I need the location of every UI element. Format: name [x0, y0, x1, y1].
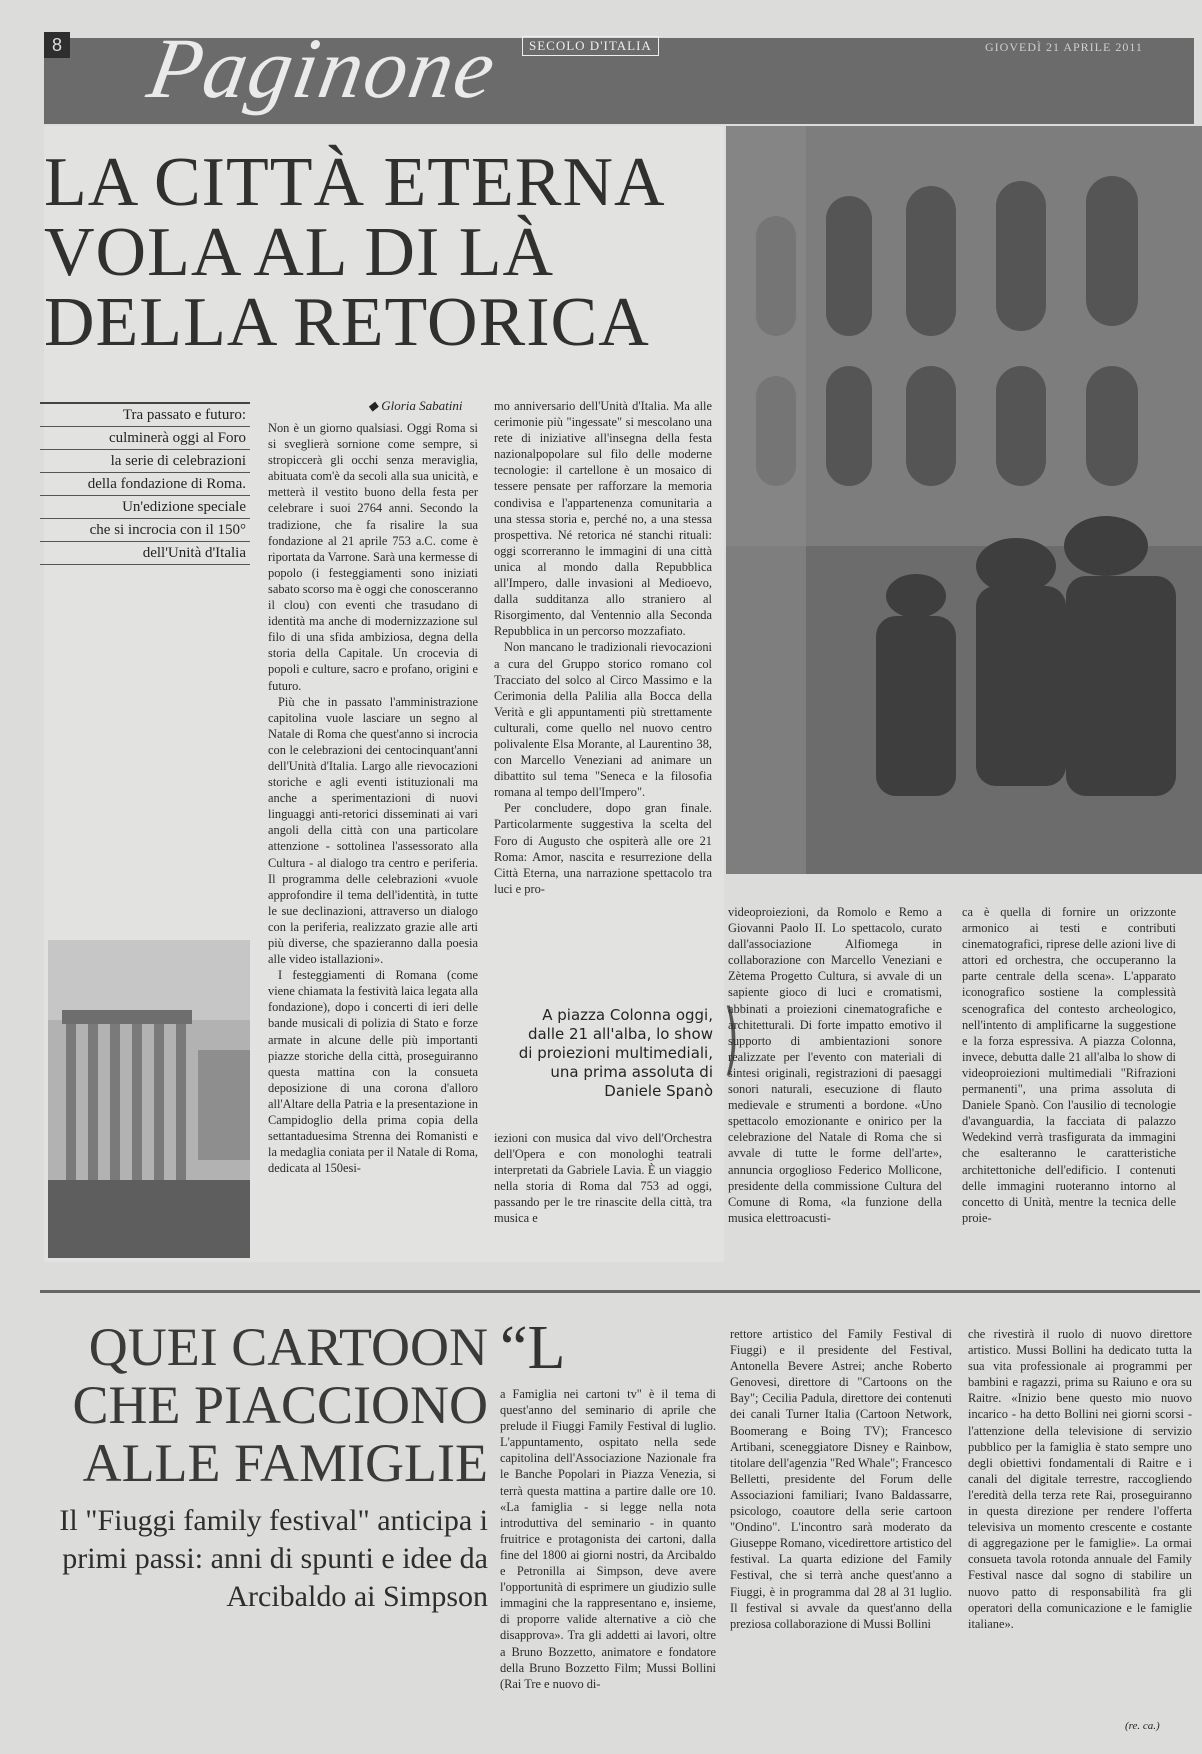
roman-forum-photo [48, 940, 250, 1258]
paragraph: Non è un giorno qualsiasi. Oggi Roma si si sveglierà sornione come sempre, si stropiccerà gli occhi senza meraviglia, abituata com'è da secoli alla sua unicità, e metterà il vestito buono della festa per celebrare i suoi 2764 anni. Secondo la tradizione, che fa risalire la sua fondazione al 21 aprile 753 a.C. come è riportata da Varrone. Sarà una kermesse di popolo (i festeggiamenti sono iniziati sabato scorso ma è oggi che conosceranno il clou) con eventi che trasudano di identità ma anche di modernizzazione sul filo di una sfida ambiziosa, degna della storia della Capitale. Un crocevia di popoli e culture, sacro e profano, origini e futuro. [268, 421, 478, 693]
byline: ◆ Gloria Sabatini [368, 398, 463, 413]
headline: LA CITTÀ ETERNA VOLA AL DI LÀ DELLA RETORICA [44, 144, 662, 361]
article2-column-2: rettore artistico del Family Festival di Fiuggi) e il presidente del Festival, Antonella Bevere Astrei; anche Roberto Genovesi, direttore di "Cartoons on the Bay"; Cecilia Padula, direttore dei contenuti dei canali Turner Italia (Cartoon Network, Boomerang e Boing TV); Francesco Artibani, sceneggiatore Disney e Rainbow, titolare dell'agenzia "Red Whale"; Francesco Belletti, presidente del Forum delle Associazioni familiari; Ivano Baldassarre, psicologo, coautore della serie cartoon "Ondino". L'incontro sarà moderato da Giuseppe Romano, vicedirettore artistico del festival. La quarta edizione del Family Festival, che si terrà anche quest'anno a Fiuggi, è in programma dal 28 al 31 luglio. Il festival si avvale da quest'anno della preziosa collaborazione di Mussi Bollini [730, 1327, 952, 1631]
article2-column-1: a Famiglia nei cartoni tv" è il tema di quest'anno del seminario di aprile che prelude il Fiuggi Family Festival di luglio. L'appuntamento, ospitato nella sede capitolina dell'Associazione Nazionale fra le Banche Popolari in Piazza Venezia, si terrà questa mattina a partire dalle ore 10. «La famiglia - si legge nella nota introduttiva del seminario - in quanto fruitrice e protagonista dei cartoni, dalla fine del 1800 ai giorni nostri, da Arcibaldo e Petronilla ai Simpson, deve avere l'opportunità di esprimere un giudizio sulle immagini che la rappresentano e, insieme, di proporre valide alternative a ciò che disapprova». Tra gli addetti ai lavori, oltre a Bruno Bozzetto, animatore e fondatore della Bruno Bozzetto Film; Mussi Bollini (Rai Tre e nuovo di- [500, 1387, 716, 1691]
paragraph: mo anniversario dell'Unità d'Italia. Ma alle cerimonie più "ingessate" si mescolano una rete di iniziative all'insegna della festa nazionalpopolare sul filo delle moderne tecnologie: il cartellone è un mosaico di tessere pensate per rafforzare la memoria condivisa e l'appartenenza comunitaria a una stessa storia e, perché no, a una stessa prospettiva. Né retorica né stanchi rituali: oggi scorreranno le immagini di una città unica al mondo dalla Repubblica all'Impero, dalle invasioni al Medioevo, dalla sudditanza allo straniero al Risorgimento, dal Ventennio alla Seconda Repubblica in un percorso mozzafiato. [494, 399, 712, 639]
headline-2: QUEI CARTOON CHE PIACCIONO ALLE FAMIGLIE [72, 1317, 488, 1493]
summary-line: dell'Unità d'Italia [40, 542, 250, 565]
summary-line: la serie di celebrazioni [40, 450, 250, 473]
summary-line: che si incrocia con il 150° [40, 519, 250, 542]
author-signature: (re. ca.) [1125, 1720, 1160, 1732]
article2-column-3: che rivestirà il ruolo di nuovo direttore artistico. Mussi Bollini ha dedicato tutta la sua vita professionale ai programmi per bambini e ragazzi, prima su Raiuno e ora su Raitre. «Inizio bene questo mio nuovo incarico - ha detto Bollini nei giorni scorsi - l'attenzione della televisione di servizio pubblico per la famiglia è stato sempre uno degli obiettivi fondamentali di Raitre e i canali del digitale terrestre, raccogliendo l'eredità della terza rete Rai, proseguiranno in questa direzione per rendere l'offerta televisiva un momento crescente e costante di aggregazione per le famiglie». La ormai consueta tavola rotonda annuale del Family Festival nasce dal sogno di stabilire un nuovo patto di responsabilità fra gli operatori della comunicazione e le famiglie italiane». [968, 1327, 1192, 1631]
article-column-3: videoproiezioni, da Romolo e Remo a Giovanni Paolo II. Lo spettacolo, curato dall'associazione Alfiomega in collaborazione con Marcello Veneziani e Zètema Progetto Cultura, si avvale di un sapiente gioco di luci e cromatismi, abbinati a proiezioni cinematografiche e architetturali. Di forte impatto emotivo il supporto di ambientazioni sonore realizzate per l'evento con materiali di sintesi originali, registrazioni di paesaggi sonori naturali, esecuzione di flauto medievale e strumenti a bordone. «Uno spettacolo emozionante e onirico per la celebrazione del Natale di Roma che si avvale di tutte le forme dell'arte», annuncia orgoglioso Federico Mollicone, presidente della commissione Cultura del Comune di Roma, «la funzione della musica elettroacusti- [728, 905, 942, 1225]
summary-line: della fondazione di Roma. [40, 473, 250, 496]
byline-name: Gloria Sabatini [381, 398, 463, 413]
masthead: SECOLO D'ITALIA [522, 36, 659, 56]
drop-quote: “L [500, 1314, 566, 1382]
paragraph: Per concludere, dopo gran finale. Particolarmente suggestiva la scelta del Foro di Augusto che ospiterà alle ore 21 Roma: Amor, nascita e resurrezione della Città Eterna, una narrazione spettacolo tra luci e pro- [494, 801, 712, 896]
article-column-2 [494, 398, 712, 978]
summary-line: culminerà oggi al Foro [40, 427, 250, 450]
pull-quote: A piazza Colonna oggi, dalle 21 all'alba, lo show di proiezioni multimediali, una prima assoluta di Daniele Spanò [518, 1006, 713, 1100]
article-column-1 [268, 420, 478, 1258]
section-divider [40, 1290, 1200, 1293]
summary-box [40, 402, 250, 565]
page-number: 8 [44, 32, 70, 58]
summary-line: Un'edizione speciale [40, 496, 250, 519]
article-column-4: ca è quella di fornire un orizzonte armonico ai testi e contributi cinematografici, riprese delle azioni live di attori ed orchestra, che occuperanno la parte centrale della scena». L'apparato iconografico sostiene la complessità scenografica del contesto archeologico, nell'intento di amplificarne la suggestione e la forza espressiva. A piazza Colonna, invece, debutta dalle 21 all'alba lo show di videoproiezioni multimediali "Rifrazioni permanenti", una prima assoluta di Daniele Spanò. Con l'ausilio di tecnologie d'avanguardia, la facciata di palazzo Wedekind verrà trasfigurata da immagini che esalteranno le caratteristiche architettoniche dell'edificio. I contenuti delle immagini ruoteranno intorno al concetto di Unità, mentre la tecnica delle proie- [962, 905, 1176, 1225]
paragraph: Più che in passato l'amministrazione capitolina vuole lasciare un segno al Natale di Roma che quest'anno si incrocia con le celebrazioni dei centocinquant'anni dell'Unità d'Italia. Largo alle rievocazioni storiche e agli eventi istituzionali ma anche a sperimentazioni di nuovi linguaggi anti-retorici disseminati ai vari angoli della città con una particolare attenzione - sottolinea l'assessorato alla Cultura - al dialogo tra centro e periferia. Il programma delle celebrazioni «vuole approfondire il tema dell'identità, in tutte le sue declinazioni, attraverso un dialogo con la periferia, realizzato grazie alle arti più diverse, che spazieranno dalla poesia alle video istallazioni». [268, 694, 478, 967]
date-line: GIOVEDÌ 21 APRILE 2011 [985, 40, 1143, 54]
section-title: Paginone [141, 20, 505, 116]
paragraph: Non mancano le tradizionali rievocazioni a cura del Gruppo storico romano col Tracciato del solco al Circo Massimo e la Cerimonia della Palilia alla Bocca della Verità e gli appuntamenti più strettamente culturali, come quello nel nuovo centro polivalente Elsa Morante, al Laurentino 38, con Marcello Veneziani ad animare un dibattito sul tema "Seneca e la filosofia romana al tempo dell'Impero". [494, 640, 712, 800]
article-column-2b: iezioni con musica dal vivo dell'Orchestra dell'Opera e con monologhi teatrali interpretati da Gabriele Lavia. È un viaggio nella storia di Roma dal 753 ad oggi, passando per le tre rinascite della città, tra musica e [494, 1131, 712, 1226]
summary-line: Tra passato e futuro: [40, 404, 250, 427]
paragraph: I festeggiamenti di Romana (come viene chiamata la festività laica legata alla fondazione), dopo i concerti di ieri delle bande musicali di polizia di Stato e forze armate in alcune delle più importanti piazze storiche della città, proseguiranno questa mattina con la consueta deposizione di una corona d'alloro all'Altare della Patria e la presentazione in Campidoglio della prima copia della settantaduesima Strenna dei Romanisti e la medaglia coniata per il Natale di Roma, dedicata al 150esi- [268, 968, 478, 1176]
subhead-2: Il "Fiuggi family festival" anticipa i primi passi: anni di spunti e idee da Arcibaldo ai Simpson [59, 1504, 488, 1613]
colosseum-photo [726, 126, 1202, 874]
pull-quote-bracket: ) [723, 994, 739, 1084]
